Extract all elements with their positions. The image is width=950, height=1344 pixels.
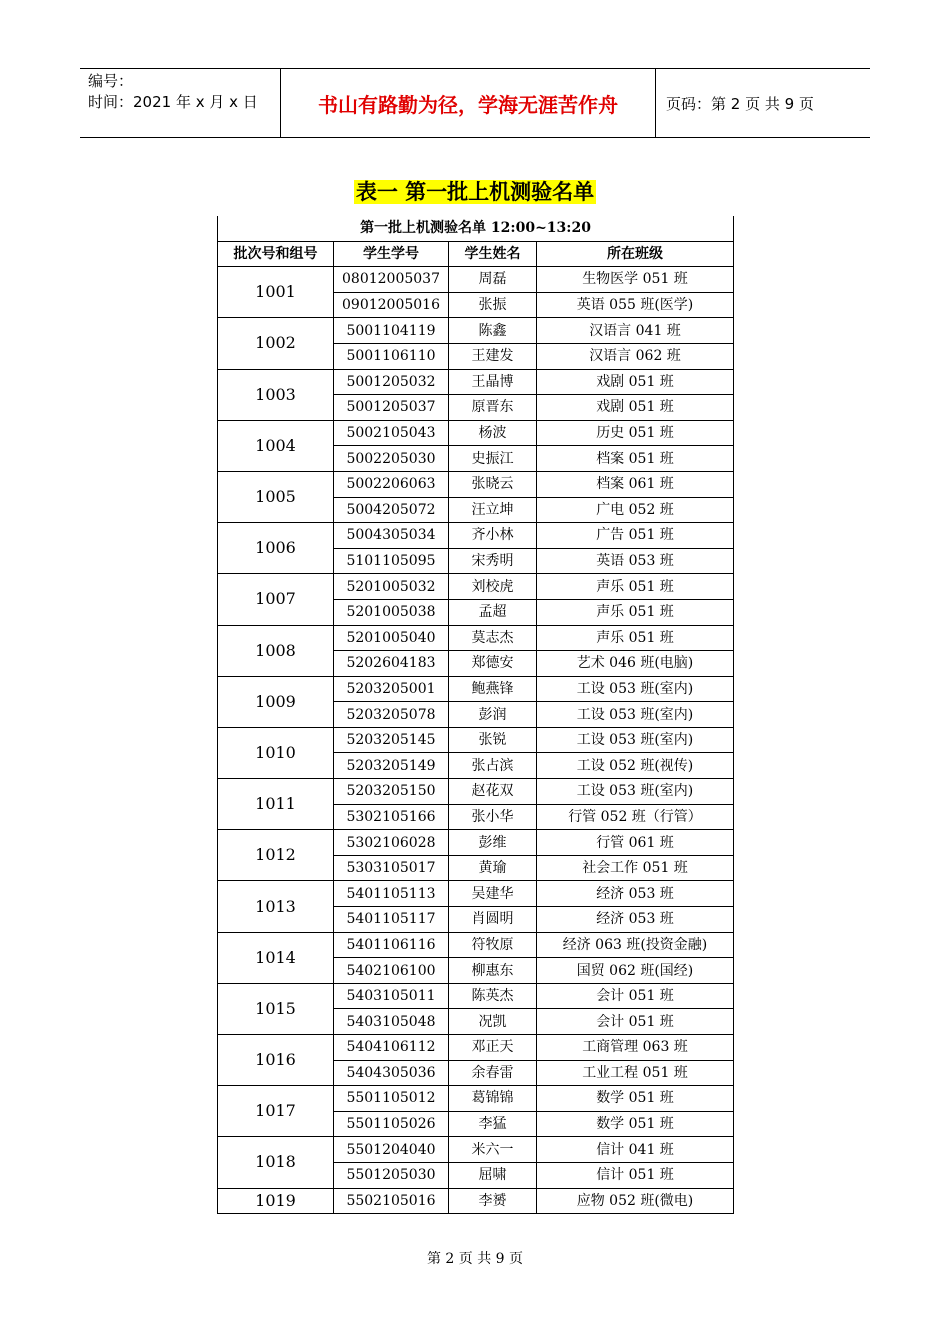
student-id-cell: 5203205149 bbox=[334, 753, 449, 779]
student-name-cell: 鲍燕锋 bbox=[449, 676, 537, 702]
group-number-cell: 1001 bbox=[218, 267, 334, 318]
table-row bbox=[218, 830, 734, 856]
student-id-cell: 5302105166 bbox=[334, 804, 449, 830]
table-caption: 第一批上机测验名单 12:00~13:20 bbox=[218, 216, 734, 241]
roster-table bbox=[217, 216, 734, 1214]
class-cell: 经济 063 班(投资金融) bbox=[537, 932, 734, 958]
table-row bbox=[218, 676, 734, 702]
student-name-cell: 宋秀明 bbox=[449, 548, 537, 574]
number-label: 编号： bbox=[88, 72, 134, 90]
group-number-cell: 1005 bbox=[218, 471, 334, 522]
student-id-cell: 5203205145 bbox=[334, 727, 449, 753]
group-number-cell: 1009 bbox=[218, 676, 334, 727]
table-row bbox=[218, 471, 734, 497]
student-name-cell: 王建发 bbox=[449, 343, 537, 369]
student-name-cell: 余春雷 bbox=[449, 1060, 537, 1086]
student-name-cell: 原晋东 bbox=[449, 395, 537, 421]
student-name-cell: 邓正天 bbox=[449, 1035, 537, 1061]
student-id-cell: 5401105113 bbox=[334, 881, 449, 907]
table-row bbox=[218, 267, 734, 293]
student-id-cell: 5201005040 bbox=[334, 625, 449, 651]
table-title: 表一 第一批上机测验名单 bbox=[355, 180, 595, 204]
class-cell: 工商管理 063 班 bbox=[537, 1035, 734, 1061]
table-row bbox=[218, 727, 734, 753]
group-number-cell: 1006 bbox=[218, 523, 334, 574]
class-cell: 汉语言 041 班 bbox=[537, 318, 734, 344]
student-name-cell: 杨波 bbox=[449, 420, 537, 446]
student-name-cell: 吴建华 bbox=[449, 881, 537, 907]
class-cell: 声乐 051 班 bbox=[537, 625, 734, 651]
student-id-cell: 5001205032 bbox=[334, 369, 449, 395]
group-number-cell: 1003 bbox=[218, 369, 334, 420]
student-name-cell: 汪立坤 bbox=[449, 497, 537, 523]
student-name-cell: 陈英杰 bbox=[449, 983, 537, 1009]
student-name-cell: 陈鑫 bbox=[449, 318, 537, 344]
class-cell: 汉语言 062 班 bbox=[537, 343, 734, 369]
group-number-cell: 1019 bbox=[218, 1188, 334, 1214]
class-cell: 行管 061 班 bbox=[537, 830, 734, 856]
class-cell: 国贸 062 班(国经) bbox=[537, 958, 734, 984]
class-cell: 戏剧 051 班 bbox=[537, 395, 734, 421]
student-id-cell: 5203205150 bbox=[334, 779, 449, 805]
table-row bbox=[218, 369, 734, 395]
student-id-cell: 5004205072 bbox=[334, 497, 449, 523]
student-id-cell: 5302106028 bbox=[334, 830, 449, 856]
student-name-cell: 葛锦锦 bbox=[449, 1086, 537, 1112]
student-name-cell: 彭润 bbox=[449, 702, 537, 728]
table-row bbox=[218, 523, 734, 549]
class-cell: 工设 053 班(室内) bbox=[537, 779, 734, 805]
class-cell: 声乐 051 班 bbox=[537, 574, 734, 600]
group-number-cell: 1007 bbox=[218, 574, 334, 625]
class-cell: 生物医学 051 班 bbox=[537, 267, 734, 293]
class-cell: 会计 051 班 bbox=[537, 1009, 734, 1035]
student-id-cell: 5401106116 bbox=[334, 932, 449, 958]
group-number-cell: 1015 bbox=[218, 983, 334, 1034]
student-id-cell: 5401105117 bbox=[334, 907, 449, 933]
student-name-cell: 李赟 bbox=[449, 1188, 537, 1214]
student-id-cell: 08012005037 bbox=[334, 267, 449, 293]
student-id-cell: 5404106112 bbox=[334, 1035, 449, 1061]
student-name-cell: 王晶博 bbox=[449, 369, 537, 395]
class-cell: 经济 053 班 bbox=[537, 881, 734, 907]
column-header: 学生学号 bbox=[334, 241, 449, 267]
student-name-cell: 彭维 bbox=[449, 830, 537, 856]
class-cell: 会计 051 班 bbox=[537, 983, 734, 1009]
class-cell: 行管 052 班（行管） bbox=[537, 804, 734, 830]
class-cell: 数学 051 班 bbox=[537, 1086, 734, 1112]
table-row bbox=[218, 574, 734, 600]
student-name-cell: 孟超 bbox=[449, 599, 537, 625]
table-title-wrap bbox=[0, 176, 950, 206]
class-cell: 信计 051 班 bbox=[537, 1162, 734, 1188]
student-id-cell: 5101105095 bbox=[334, 548, 449, 574]
class-cell: 声乐 051 班 bbox=[537, 599, 734, 625]
class-cell: 应物 052 班(微电) bbox=[537, 1188, 734, 1214]
student-id-cell: 5502105016 bbox=[334, 1188, 449, 1214]
group-number-cell: 1008 bbox=[218, 625, 334, 676]
class-cell: 数学 051 班 bbox=[537, 1111, 734, 1137]
class-cell: 广告 051 班 bbox=[537, 523, 734, 549]
class-cell: 工业工程 051 班 bbox=[537, 1060, 734, 1086]
student-id-cell: 5501204040 bbox=[334, 1137, 449, 1163]
student-name-cell: 齐小林 bbox=[449, 523, 537, 549]
group-number-cell: 1013 bbox=[218, 881, 334, 932]
table-caption-row bbox=[218, 216, 734, 241]
student-name-cell: 张小华 bbox=[449, 804, 537, 830]
table-row bbox=[218, 779, 734, 805]
student-name-cell: 刘校虎 bbox=[449, 574, 537, 600]
table-row bbox=[218, 625, 734, 651]
student-name-cell: 张晓云 bbox=[449, 471, 537, 497]
group-number-cell: 1010 bbox=[218, 727, 334, 778]
student-id-cell: 5203205001 bbox=[334, 676, 449, 702]
class-cell: 工设 053 班(室内) bbox=[537, 727, 734, 753]
student-name-cell: 况凯 bbox=[449, 1009, 537, 1035]
student-name-cell: 符牧原 bbox=[449, 932, 537, 958]
student-id-cell: 5202604183 bbox=[334, 651, 449, 677]
student-id-cell: 5001106110 bbox=[334, 343, 449, 369]
table-row bbox=[218, 420, 734, 446]
student-id-cell: 5004305034 bbox=[334, 523, 449, 549]
class-cell: 工设 052 班(视传) bbox=[537, 753, 734, 779]
group-number-cell: 1018 bbox=[218, 1137, 334, 1188]
class-cell: 艺术 046 班(电脑) bbox=[537, 651, 734, 677]
column-header: 学生姓名 bbox=[449, 241, 537, 267]
student-name-cell: 屈啸 bbox=[449, 1162, 537, 1188]
student-id-cell: 5402106100 bbox=[334, 958, 449, 984]
header-page-info: 页码：第 2 页 共 9 页 bbox=[666, 94, 814, 113]
table-row bbox=[218, 318, 734, 344]
class-cell: 戏剧 051 班 bbox=[537, 369, 734, 395]
group-number-cell: 1014 bbox=[218, 932, 334, 983]
table-header-row bbox=[218, 241, 734, 267]
table-row bbox=[218, 1137, 734, 1163]
student-id-cell: 5001104119 bbox=[334, 318, 449, 344]
header-motto: 书山有路勤为径，学海无涯苦作舟 bbox=[280, 69, 656, 137]
student-name-cell: 李猛 bbox=[449, 1111, 537, 1137]
student-id-cell: 5501105012 bbox=[334, 1086, 449, 1112]
group-number-cell: 1012 bbox=[218, 830, 334, 881]
table-row bbox=[218, 1188, 734, 1214]
group-number-cell: 1004 bbox=[218, 420, 334, 471]
class-cell: 英语 055 班(医学) bbox=[537, 292, 734, 318]
time-label: 时间：2021 年 x 月 x 日 bbox=[88, 93, 258, 111]
document-header bbox=[80, 68, 870, 138]
student-id-cell: 5001205037 bbox=[334, 395, 449, 421]
class-cell: 信计 041 班 bbox=[537, 1137, 734, 1163]
student-id-cell: 5201005038 bbox=[334, 599, 449, 625]
column-header: 批次号和组号 bbox=[218, 241, 334, 267]
group-number-cell: 1002 bbox=[218, 318, 334, 369]
student-name-cell: 赵花双 bbox=[449, 779, 537, 805]
table-row bbox=[218, 1035, 734, 1061]
class-cell: 档案 051 班 bbox=[537, 446, 734, 472]
table-row bbox=[218, 932, 734, 958]
student-name-cell: 史振江 bbox=[449, 446, 537, 472]
student-id-cell: 5002105043 bbox=[334, 420, 449, 446]
page-footer: 第 2 页 共 9 页 bbox=[426, 1251, 524, 1267]
table-row bbox=[218, 1086, 734, 1112]
table-row bbox=[218, 983, 734, 1009]
student-name-cell: 柳惠东 bbox=[449, 958, 537, 984]
table-row bbox=[218, 881, 734, 907]
header-meta bbox=[80, 69, 280, 137]
class-cell: 社会工作 051 班 bbox=[537, 855, 734, 881]
student-id-cell: 5002205030 bbox=[334, 446, 449, 472]
class-cell: 英语 053 班 bbox=[537, 548, 734, 574]
student-name-cell: 米六一 bbox=[449, 1137, 537, 1163]
class-cell: 工设 053 班(室内) bbox=[537, 702, 734, 728]
student-id-cell: 5501105026 bbox=[334, 1111, 449, 1137]
student-id-cell: 5303105017 bbox=[334, 855, 449, 881]
student-name-cell: 黄瑜 bbox=[449, 855, 537, 881]
student-name-cell: 郑德安 bbox=[449, 651, 537, 677]
student-name-cell: 张锐 bbox=[449, 727, 537, 753]
student-id-cell: 5403105011 bbox=[334, 983, 449, 1009]
group-number-cell: 1016 bbox=[218, 1035, 334, 1086]
class-cell: 历史 051 班 bbox=[537, 420, 734, 446]
group-number-cell: 1011 bbox=[218, 779, 334, 830]
student-id-cell: 5201005032 bbox=[334, 574, 449, 600]
student-id-cell: 5203205078 bbox=[334, 702, 449, 728]
class-cell: 档案 061 班 bbox=[537, 471, 734, 497]
student-id-cell: 5501205030 bbox=[334, 1162, 449, 1188]
column-header: 所在班级 bbox=[537, 241, 734, 267]
group-number-cell: 1017 bbox=[218, 1086, 334, 1137]
student-name-cell: 张振 bbox=[449, 292, 537, 318]
student-name-cell: 肖圆明 bbox=[449, 907, 537, 933]
student-id-cell: 5403105048 bbox=[334, 1009, 449, 1035]
student-id-cell: 09012005016 bbox=[334, 292, 449, 318]
student-name-cell: 周磊 bbox=[449, 267, 537, 293]
student-id-cell: 5404305036 bbox=[334, 1060, 449, 1086]
student-name-cell: 莫志杰 bbox=[449, 625, 537, 651]
student-name-cell: 张占滨 bbox=[449, 753, 537, 779]
student-id-cell: 5002206063 bbox=[334, 471, 449, 497]
class-cell: 工设 053 班(室内) bbox=[537, 676, 734, 702]
class-cell: 经济 053 班 bbox=[537, 907, 734, 933]
class-cell: 广电 052 班 bbox=[537, 497, 734, 523]
